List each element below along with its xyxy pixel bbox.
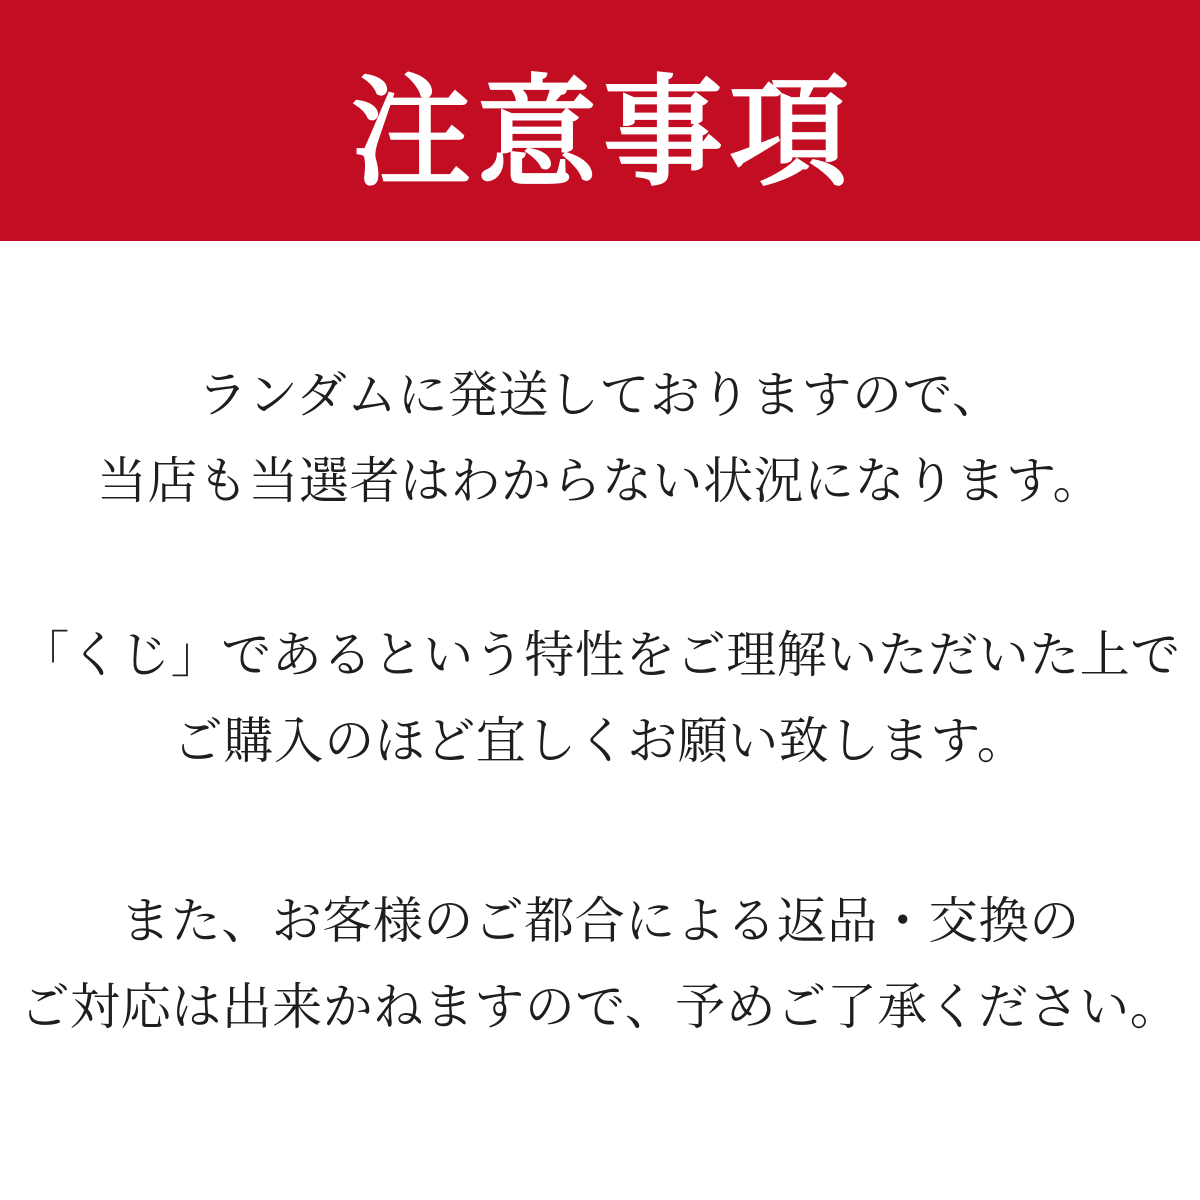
notice-line: ご対応は出来かねますので、予めご了承ください。: [19, 979, 1181, 1035]
notice-paragraph-lottery: [0, 612, 1200, 784]
notice-line: 当店も当選者はわからない状況になります。: [97, 453, 1103, 509]
notice-line: 「くじ」であるという特性をご理解いただいた上で: [19, 627, 1181, 683]
notice-line: ランダムに発送しておりますので、: [197, 367, 1003, 423]
notice-paragraph-shipping: [0, 352, 1200, 524]
notice-line: ご購入のほど宜しくお願い致します。: [172, 713, 1028, 769]
notice-paragraph-returns: [0, 878, 1200, 1050]
notice-line: また、お客様のご都合による返品・交換の: [120, 893, 1080, 949]
page-title: 注意事項: [351, 65, 855, 200]
notice-banner: [0, 0, 1200, 241]
